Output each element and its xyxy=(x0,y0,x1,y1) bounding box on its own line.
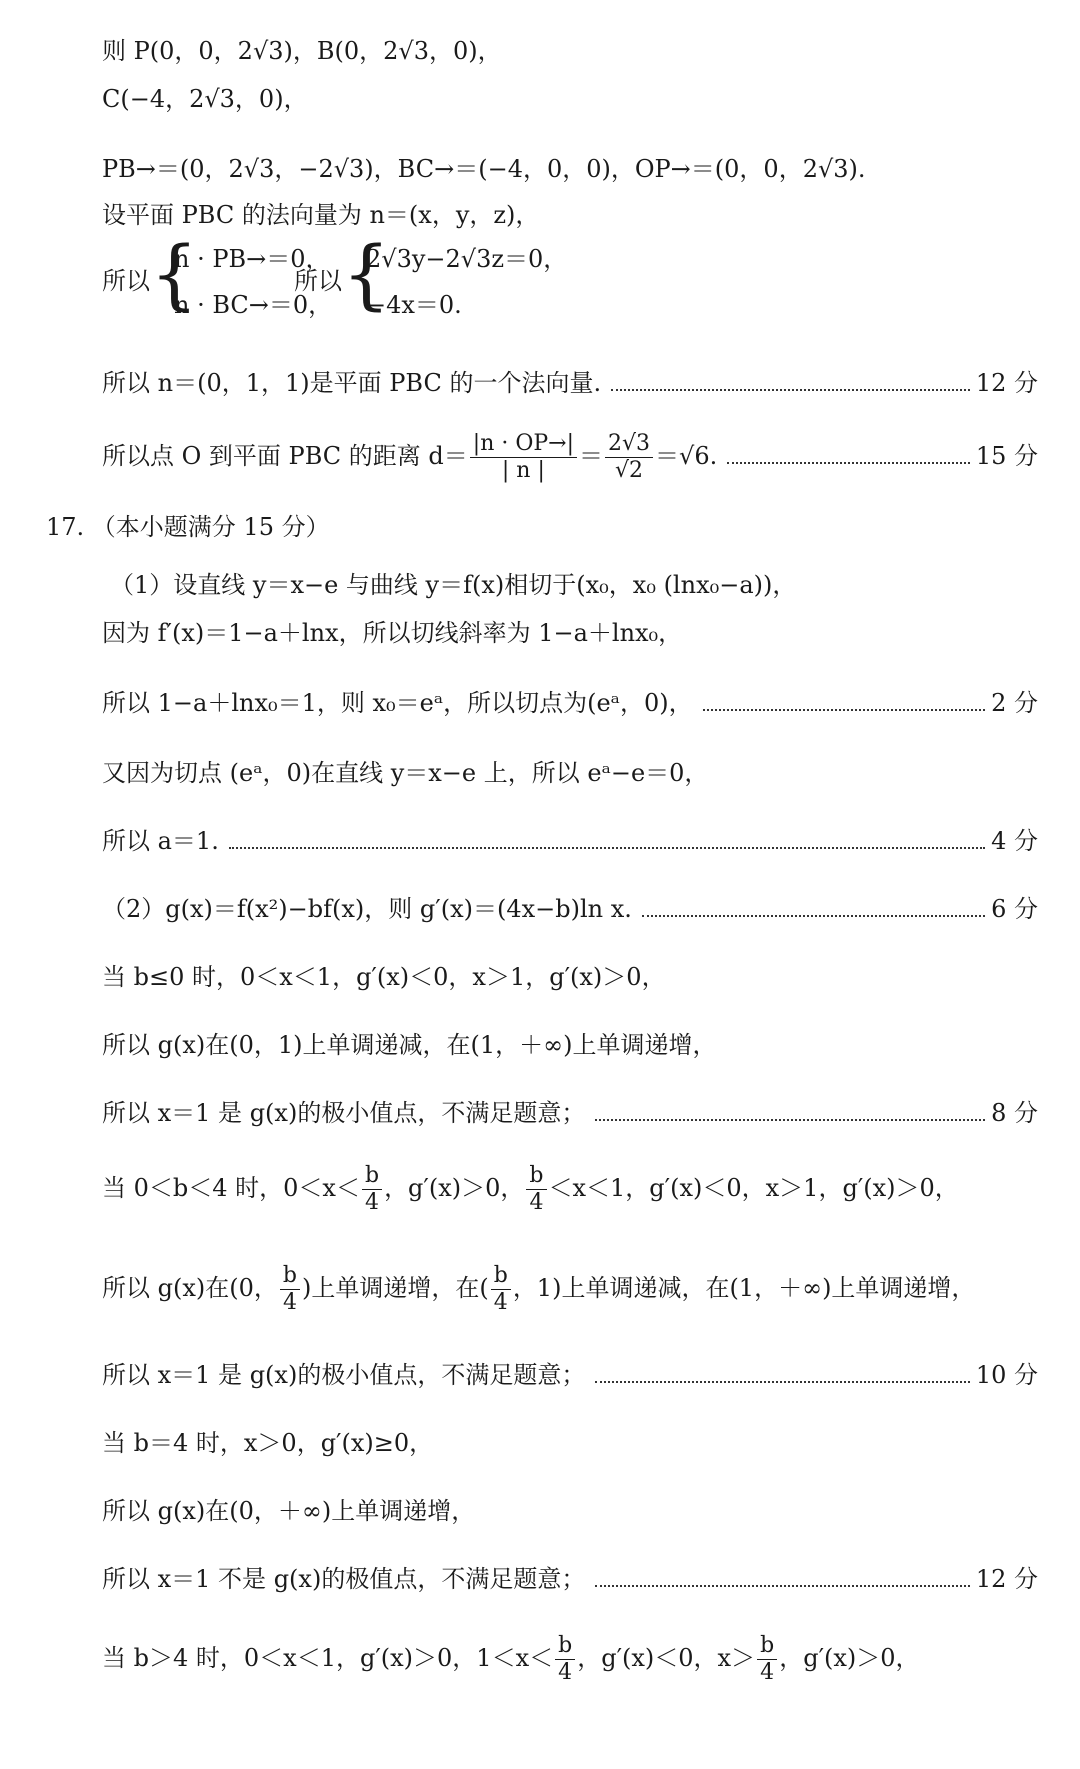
dot-leader xyxy=(642,915,985,917)
system1-eq1: n · PB→＝0， xyxy=(174,245,330,273)
dot-leader xyxy=(595,1119,985,1121)
dot-leader xyxy=(611,389,970,391)
p17-line-7: 当 b≤0 时，0＜x＜1，g′(x)＜0，x＞1，g′(x)＞0， xyxy=(102,963,666,991)
score-label: 15 分 xyxy=(975,442,1038,470)
p17-line-16: 当 b＞4 时，0＜x＜1，g′(x)＞0，1＜x＜ $\frac{b}{4}$ ，g′(x)＜0，x＞ $\frac{b}{4}$ ，g′(x)＞0， xyxy=(102,1633,920,1685)
coordinates-line-1: 则 P(0，0，2√3)，B(0，2√3，0)， xyxy=(102,37,502,65)
p17-line-15: 所以 x＝1 不是 g(x)的极值点，不满足题意； 12 分 xyxy=(102,1562,1038,1596)
dot-leader xyxy=(595,1585,970,1587)
system1-brace: { xyxy=(150,229,199,318)
normal-vector-text: 所以 n＝(0，1，1)是平面 PBC 的一个法向量. xyxy=(102,369,602,397)
system1-eq2: n · BC→＝0， xyxy=(174,291,333,319)
coordinates-line-2: C(−4，2√3，0)， xyxy=(102,85,308,113)
fraction-b-over-4: $\frac{b}{4}$ xyxy=(362,1163,382,1216)
p17-line-5: 所以 a＝1. 4 分 xyxy=(102,824,1038,858)
distance-formula: 所以点 O 到平面 PBC 的距离 d＝ $\frac{|n \cdot OP\to|}{| n |}$ ＝ $\frac{2√3}{√2}$ ＝√6. xyxy=(102,431,718,483)
distance-line xyxy=(102,426,1038,486)
p17-line-4: 又因为切点 (eᵃ，0)在直线 y＝x−e 上，所以 eᵃ−e＝0， xyxy=(102,759,709,787)
p17-line-1: （1）设直线 y＝x−e 与曲线 y＝f(x)相切于(x₀，x₀ (lnx₀−a))， xyxy=(110,571,797,599)
fraction-b-over-4: $\frac{b}{4}$ xyxy=(526,1163,546,1216)
p17-line-8: 所以 g(x)在(0，1)上单调递减，在(1，＋∞)上单调递增， xyxy=(102,1031,717,1059)
p17-line-9: 所以 x＝1 是 g(x)的极小值点，不满足题意； 8 分 xyxy=(102,1096,1038,1130)
p17-line-3: 所以 1−a＋lnx₀＝1，则 x₀＝eᵃ，所以切点为(eᵃ，0)， 2 分 xyxy=(102,686,1038,720)
problem-17-header: 17. （本小题满分 15 分） xyxy=(46,513,330,541)
score-label: 8 分 xyxy=(991,1099,1038,1127)
fraction-b-over-4: $\frac{b}{4}$ xyxy=(555,1633,575,1686)
system1-label: 所以 xyxy=(102,267,150,295)
score-label: 2 分 xyxy=(991,689,1038,717)
fraction-b-over-4: $\frac{b}{4}$ xyxy=(491,1263,511,1316)
score-label: 10 分 xyxy=(975,1361,1038,1389)
p17-line-2: 因为 f′(x)＝1−a＋lnx，所以切线斜率为 1−a＋lnx₀， xyxy=(102,619,683,647)
dot-leader xyxy=(703,709,986,711)
p17-line-6: （2）g(x)＝f(x²)−bf(x)，则 g′(x)＝(4x−b)ln x. 6 分 xyxy=(102,892,1038,926)
system2-eq2: −4x＝0. xyxy=(366,291,462,319)
p17-line-11: 所以 g(x)在(0， $\frac{b}{4}$ )上单调递增，在( $\frac{b}{4}$ ，1)上单调递减，在(1，＋∞)上单调递增， xyxy=(102,1263,976,1315)
p17-line-12: 所以 x＝1 是 g(x)的极小值点，不满足题意； 10 分 xyxy=(102,1358,1038,1392)
normal-vector-result xyxy=(102,366,1038,400)
p17-line-13: 当 b＝4 时，x＞0，g′(x)≥0， xyxy=(102,1429,434,1457)
p17-line-10: 当 0＜b＜4 时，0＜x＜ $\frac{b}{4}$ ，g′(x)＞0， $\frac{b}{4}$ ＜x＜1，g′(x)＜0，x＞1，g′(x)＞0， xyxy=(102,1163,959,1215)
dot-leader xyxy=(727,462,970,464)
score-label: 6 分 xyxy=(991,895,1038,923)
system2-brace: { xyxy=(342,229,391,318)
score-label: 12 分 xyxy=(975,1565,1038,1593)
dot-leader xyxy=(229,847,985,849)
normal-vector-setup: 设平面 PBC 的法向量为 n＝(x，y，z)， xyxy=(102,201,540,229)
system2-eq1: 2√3y−2√3z＝0， xyxy=(366,245,568,273)
dot-leader xyxy=(595,1381,970,1383)
fraction-b-over-4: $\frac{b}{4}$ xyxy=(280,1263,300,1316)
p17-line-14: 所以 g(x)在(0，＋∞)上单调递增， xyxy=(102,1497,476,1525)
distance-fraction-2: $\frac{2√3}{√2}$ xyxy=(605,431,653,484)
system2-label: 所以 xyxy=(294,267,342,295)
score-label: 4 分 xyxy=(991,827,1038,855)
score-label: 12 分 xyxy=(975,369,1038,397)
distance-fraction-1: $\frac{|n \cdot OP\to|}{| n |}$ xyxy=(470,431,577,484)
fraction-b-over-4: $\frac{b}{4}$ xyxy=(757,1633,777,1686)
vectors-line: PB→＝(0，2√3，−2√3)，BC→＝(−4，0，0)，OP→＝(0，0，2√3). xyxy=(102,155,866,183)
